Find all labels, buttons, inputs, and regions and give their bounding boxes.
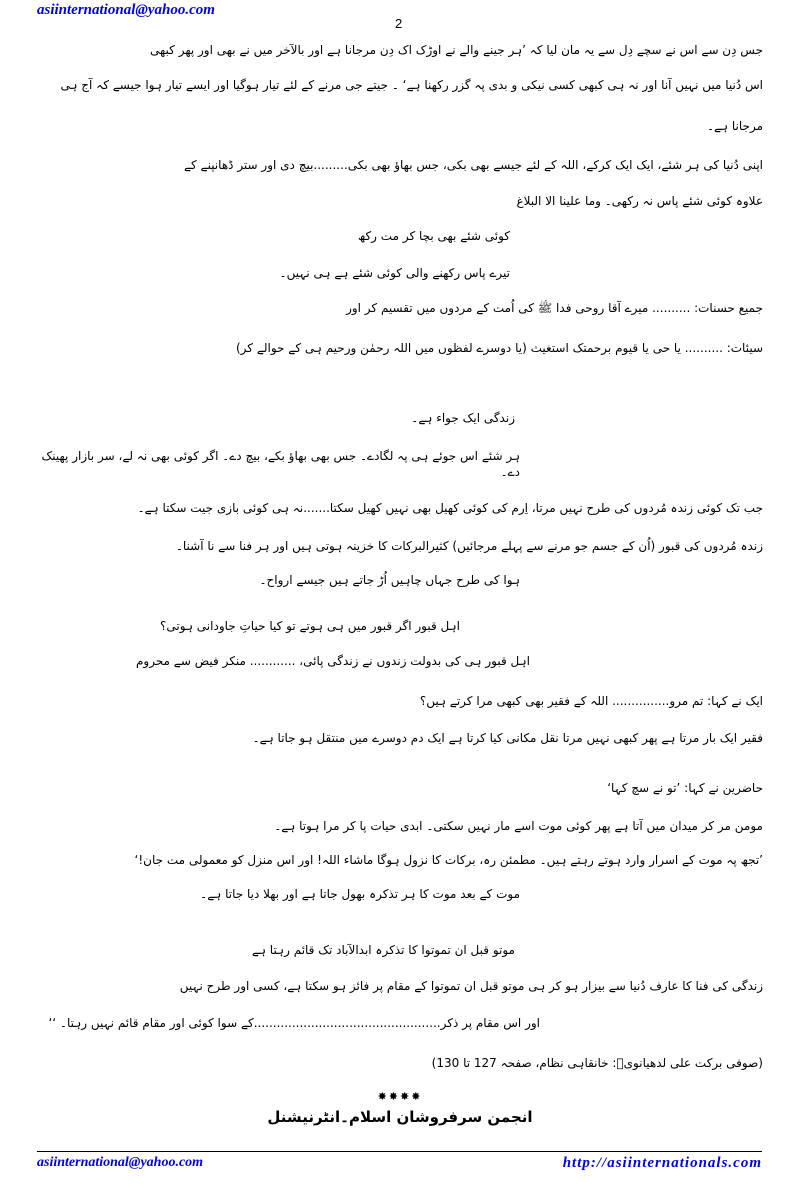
line-10: زندگی ایک جواء ہے۔ — [411, 411, 515, 425]
line-4: اپنی دُنیا کی ہر شئے، ایک ایک کرکے، اللہ کے لئے جیسے بھی بکی، جس بھاؤ بھی بکی.........بیچ دی اور ستر ڈھانپنے کے — [184, 158, 763, 172]
line-17: ایک نے کہا: تم مرو............... اللہ کے فقیر بھی کبھی مرا کرتے ہیں؟ — [419, 694, 763, 708]
line-23: موتو قبل ان تموتوا کا تذکرہ ابدالآباد تک قائم رہتا ہے — [251, 943, 515, 957]
line-21: ’تجھ پہ موت کے اسرار وارد ہوتے رہتے ہیں۔ مطمئن رہ، برکات کا نزول ہوگا ماشاء اللہ! اور اس منزل کو معمولی مت جان!‘ — [134, 853, 763, 867]
line-25: اور اس مقام پر ذکر.................................................کے سوا کوئی اور مقام قائم نہیں رہتا۔ ‘‘ — [48, 1016, 540, 1030]
line-12: جب تک کوئی زندہ مُردوں کی طرح نہیں مرتا، اِرم کی کوئی کھیل بھی نہیں کھیل سکتا.......نہ ہی کوئی بازی جیت سکتا ہے۔ — [137, 501, 763, 515]
line-1: جس دِن سے اس نے سچے دِل سے یہ مان لیا کہ ’ہر جینے والے نے اوڑک اک دِن مرجانا ہے اور بالآخر میں نے بھی اور پھر کبھی — [150, 43, 763, 57]
line-16: اہل قبور ہی کی بدولت زندوں نے زندگی پائی، ............ منکر فیض سے محروم — [135, 654, 530, 668]
line-8: جمیع حسنات: .......... میرے آقا روحی فدا ﷺ کی اُمت کے مردوں میں تقسیم کر اور — [346, 301, 763, 315]
organization-name: انجمن سرفروشان اسلام۔انٹرنیشنل — [267, 1108, 533, 1126]
line-19: حاضرین نے کہا: ’تو نے سچ کہا‘ — [607, 781, 763, 795]
line-22: موت کے بعد موت کا ہر تذکرہ بھول جاتا ہے اور بھلا دیا جاتا ہے۔ — [200, 887, 520, 901]
line-3: مرجانا ہے۔ — [706, 119, 763, 133]
footer-url[interactable]: http://asiinternationals.com — [562, 1155, 762, 1171]
line-15: اہل قبور اگر قبور میں ہی ہوتے تو کیا حیاتِ جاودانی ہوتی؟ — [160, 619, 460, 633]
line-6: کوئی شئے بھی بچا کر مت رکھ — [357, 229, 510, 243]
page-number: 2 — [395, 16, 403, 31]
header-email[interactable]: asiinternational@yahoo.com — [37, 2, 215, 18]
ornament-stars-icon: ✸✸✸✸ — [377, 1090, 423, 1103]
line-18: فقیر ایک بار مرتا ہے پھر کبھی نہیں مرتا نقل مکانی کیا کرتا ہے ایک دم دوسرے میں منتقل ہو جاتا ہے۔ — [252, 731, 763, 745]
line-2: اس دُنیا میں نہیں آنا اور نہ ہی کبھی کسی نیکی و بدی پہ گزر رکھنا ہے‘ ۔ جیتے جی مرنے کے لئے تیار ہوگیا اور ایسے تیار ہوا جیسے کہ آج ہی — [60, 78, 763, 92]
citation: (صوفی برکت علی لدھیانویؒ: خانقاہی نظام، صفحہ 127 تا 130) — [431, 1056, 763, 1070]
line-7: تیرے پاس رکھنے والی کوئی شئے ہے ہی نہیں۔ — [279, 266, 510, 280]
line-20: مومن مر کر میدان میں آتا ہے پھر کوئی موت اسے مار نہیں سکتی۔ ابدی حیات پا کر مرا ہوتا ہے۔ — [274, 819, 763, 833]
footer-divider — [37, 1151, 762, 1152]
line-14: ہوا کی طرح جہاں چاہیں اُڑ جاتے ہیں جیسے ارواح۔ — [259, 573, 520, 587]
line-5: علاوہ کوئی شئے پاس نہ رکھی۔ وما علینا الا البلاغ — [516, 194, 763, 208]
line-13: زندہ مُردوں کی قبور (اُن کے جسم جو مرنے سے پہلے مرجائیں) کثیرالبرکات کا خزینہ ہوتی ہیں اور ہر فنا سے نا آشنا۔ — [175, 539, 763, 553]
line-11: ہر شئے اس جوئے ہی پہ لگادے۔ جس بھی بھاؤ بکے، بیچ دے۔ اگر کوئی بھی نہ لے، سر بازار پھینک دے۔ — [41, 449, 520, 479]
footer-email[interactable]: asiinternational@yahoo.com — [37, 1155, 204, 1170]
line-9: سیئات: .......... یا حی یا قیوم برحمتک استغیث (یا دوسرے لفظوں میں اللہ رحمٰن ورحیم ہی کے حوالے کر) — [236, 341, 763, 355]
line-24: زندگی کی فنا کا عارف دُنیا سے بیزار ہو کر ہی موتو قبل ان تموتوا کے مقام پر فائز ہو سکتا ہے، کسی اور طرح نہیں — [179, 979, 763, 993]
